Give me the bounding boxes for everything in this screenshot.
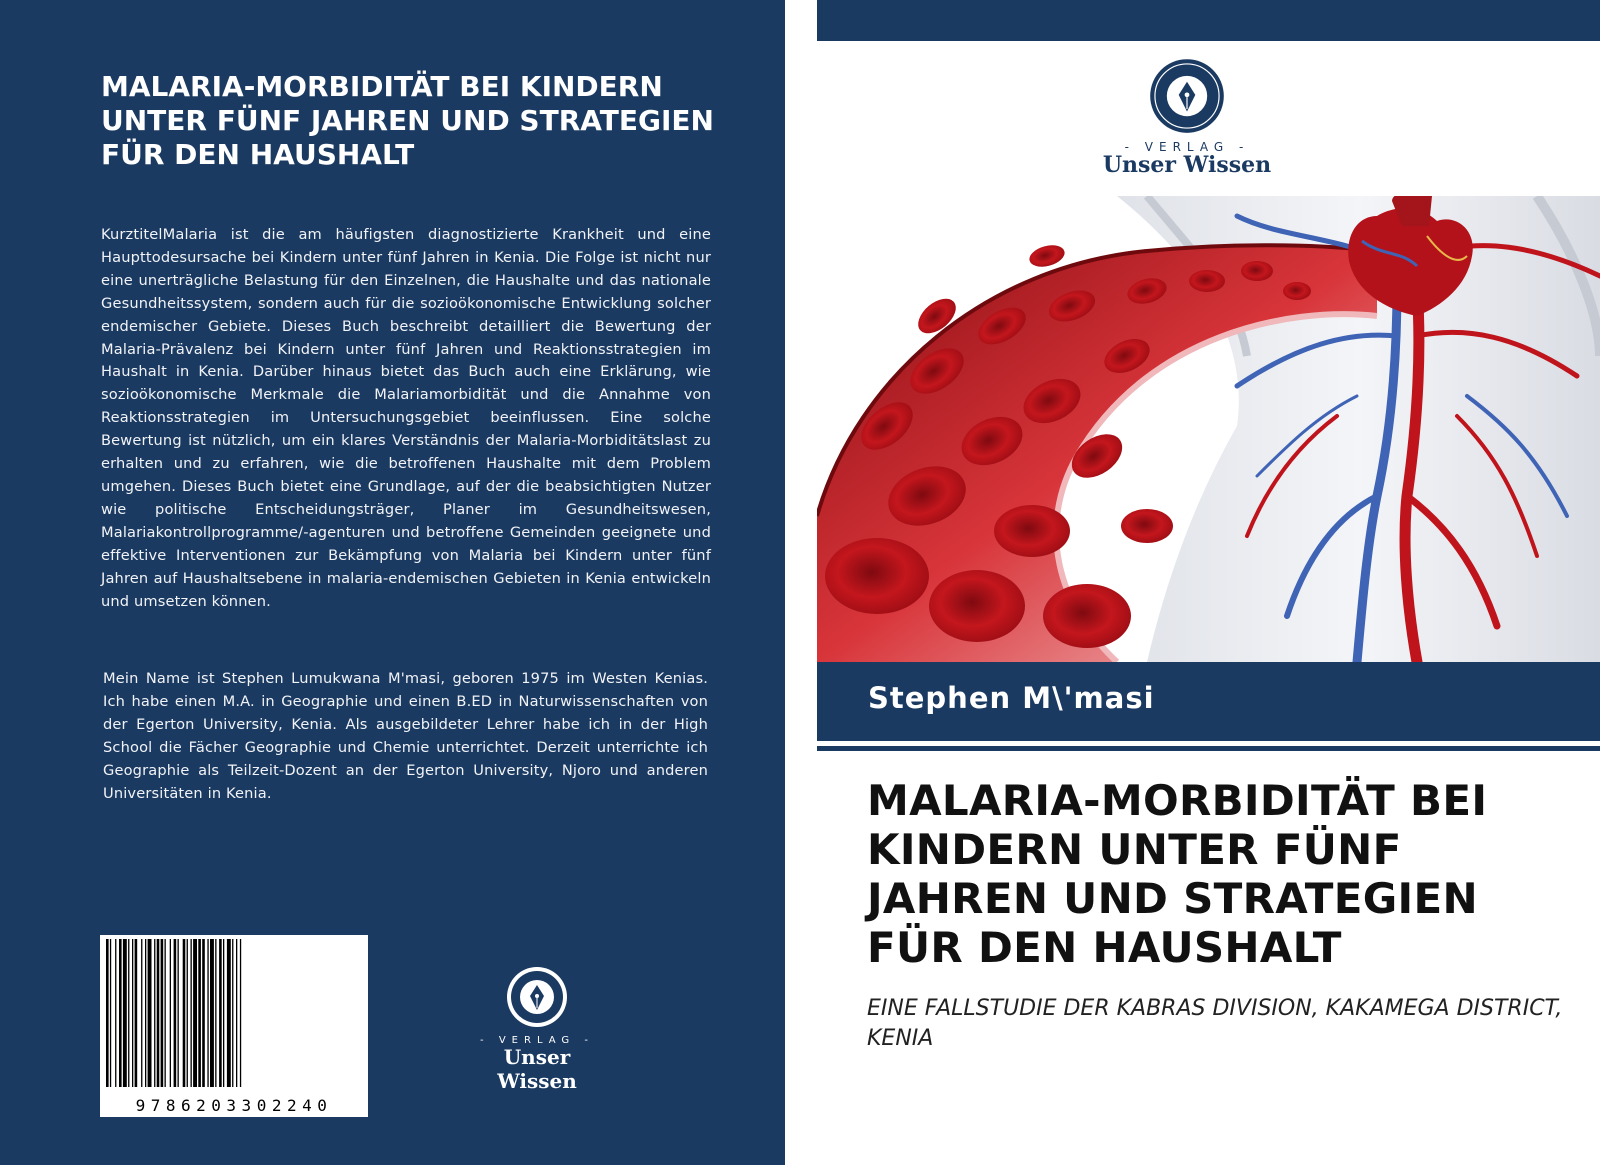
back-cover bbox=[0, 0, 785, 1165]
barcode-bar bbox=[210, 939, 214, 1087]
barcode-bar bbox=[191, 939, 192, 1087]
barcode-bar bbox=[141, 939, 142, 1087]
front-cover-title: MALARIA-MORBIDITÄT BEI KINDERN UNTER FÜNF JAHREN UND STRATEGIEN FÜR DEN HAUSHALT bbox=[867, 776, 1488, 972]
publisher-verlag-label: - VERLAG - bbox=[480, 1035, 594, 1046]
front-cover bbox=[785, 0, 1600, 1165]
barcode-bar bbox=[145, 939, 146, 1087]
barcode-bar bbox=[115, 939, 116, 1087]
barcode-bar bbox=[135, 939, 138, 1087]
barcode-bar bbox=[148, 939, 152, 1087]
barcode-bar bbox=[154, 939, 155, 1087]
front-cover-subtitle: EINE FALLSTUDIE DER KABRAS DIVISION, KAKAMEGA DISTRICT, KENIA bbox=[867, 996, 1563, 1051]
barcode-bar bbox=[123, 939, 127, 1087]
isbn-number: 9786203302240 bbox=[135, 1096, 333, 1115]
barcode-bar bbox=[198, 939, 201, 1087]
barcode-bars bbox=[104, 939, 364, 1089]
barcode-bar bbox=[193, 939, 197, 1087]
barcode-bar bbox=[178, 939, 179, 1087]
barcode-bar bbox=[183, 939, 186, 1087]
barcode-bar bbox=[128, 939, 129, 1087]
barcode-bar bbox=[110, 939, 111, 1087]
publisher-logo-back bbox=[462, 965, 612, 1093]
barcode-bar bbox=[157, 939, 160, 1087]
publisher-logo-front bbox=[1097, 58, 1277, 178]
barcode-bar bbox=[236, 939, 237, 1087]
barcode-bar bbox=[106, 939, 109, 1087]
back-cover-blurb: KurztitelMalaria ist die am häufigsten diagnostizierte Krankheit und eine Haupttodesursache bei Kindern unter fünf Jahren in Kenia. Die Folge ist nicht nur eine unerträgliche Belastung für den Einzelnen, die Haushalte und das nationale Gesundheitssystem, sondern auch für die sozioökonomische Entwicklung solcher endemischer Gebiete. Dieses Buch beschreibt detailliert die Bewertung der Malaria-Prävalenz bei Kindern unter fünf Jahren und Reaktionsstrategien im Haushalt in Kenia. Darüber hinaus bietet das Buch auch eine Erklärung, wie sozioökonomische Merkmale die Malariamorbidität und die Annahme von Reaktionsstrategien im Untersuchungsgebiet beeinflussen. Eine solche Bewertung ist nützlich, um ein klares Verständnis der Malaria-Morbiditätslast zu erhalten und zu erfahren, wie die betroffenen Haushalte mit dem Problem umgehen. Dieses Buch bietet eine Grundlage, auf der die beabsichtigten Nutzer wie politische Entscheidungsträger, Planer im Gesundheitswesen, Malariakontrollprogramme/-agenturen und betroffene Gemeinden geeignete und effektive Interventionen zur Bekämpfung von Malaria bei Kindern unter fünf Jahren auf Haushaltsebene in malaria-endemischen Gebieten in Kenia entwickeln und umsetzen können. bbox=[101, 226, 711, 610]
cover-illustration bbox=[817, 196, 1600, 662]
barcode-bar bbox=[119, 939, 122, 1087]
publisher-seal-icon bbox=[505, 965, 569, 1029]
barcode-bar bbox=[240, 939, 241, 1087]
publisher-verlag-label: - VERLAG - bbox=[1124, 140, 1250, 154]
back-cover-title: MALARIA-MORBIDITÄT BEI KINDERN UNTER FÜNF JAHREN UND STRATEGIEN FÜR DEN HAUSHALT bbox=[101, 70, 714, 171]
barcode-bar bbox=[202, 939, 205, 1087]
isbn-barcode bbox=[100, 935, 368, 1117]
barcode-bar bbox=[215, 939, 216, 1087]
barcode-bar bbox=[223, 939, 224, 1087]
barcode-bar bbox=[174, 939, 177, 1087]
author-name: Stephen M\'masi bbox=[868, 681, 1155, 715]
author-band bbox=[817, 662, 1600, 741]
barcode-bar bbox=[207, 939, 208, 1087]
publisher-name: Unser Wissen bbox=[497, 1045, 577, 1093]
publisher-name: Unser Wissen bbox=[1102, 152, 1272, 178]
barcode-bar bbox=[219, 939, 222, 1087]
front-top-bar bbox=[817, 0, 1600, 41]
barcode-bar bbox=[227, 939, 231, 1087]
divider-rule bbox=[817, 746, 1600, 751]
author-bio: Mein Name ist Stephen Lumukwana M'masi, geboren 1975 im Westen Kenias. Ich habe einen M.A. in Geographie und einen B.ED in Naturwissenschaften von der Egerton University, Kenia. Als ausgebildeter Lehrer habe ich in der High School die Fächer Geographie und Chemie unterrichtet. Derzeit unterrichte ich Geographie als Teilzeit-Dozent an der Egerton University, Njoro und anderen Universitäten in Kenia. bbox=[103, 670, 708, 802]
barcode-bar bbox=[232, 939, 233, 1087]
barcode-bar bbox=[187, 939, 188, 1087]
barcode-bar bbox=[132, 939, 133, 1087]
barcode-bar bbox=[161, 939, 164, 1087]
barcode-bar bbox=[165, 939, 166, 1087]
barcode-bar bbox=[170, 939, 171, 1087]
publisher-seal-icon bbox=[1149, 58, 1225, 134]
